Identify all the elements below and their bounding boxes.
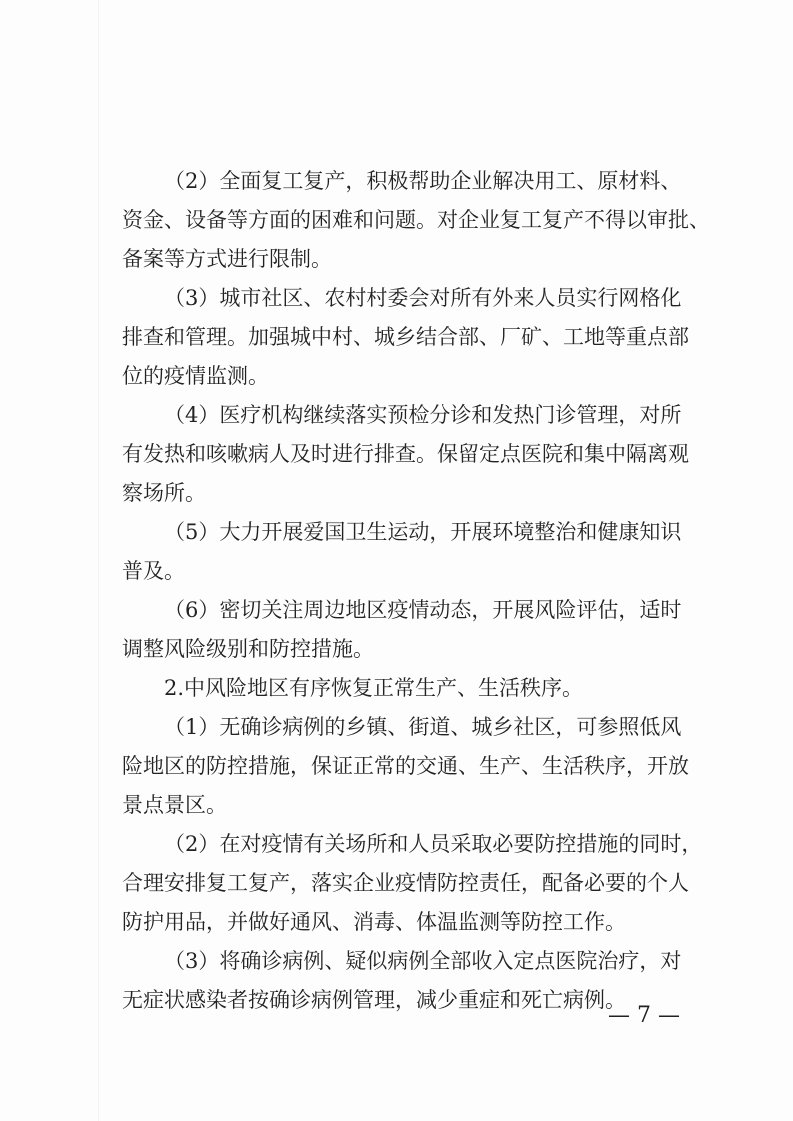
text-line-15: （1）无确诊病例的乡镇、街道、城乡社区，可参照低风: [164, 715, 682, 739]
text-line-4: （3）城市社区、农村村委会对所有外来人员实行网格化: [164, 286, 682, 310]
text-line-1: （2）全面复工复产，积极帮助企业解决用工、原材料、: [164, 169, 682, 193]
text-line-6: 位的疫情监测。: [122, 364, 269, 388]
text-line-10: （5）大力开展爱国卫生运动，开展环境整治和健康知识: [164, 520, 682, 544]
text-line-17: 景点景区。: [122, 793, 227, 817]
page-edge-shadow: [98, 0, 99, 1121]
text-line-8: 有发热和咳嗽病人及时进行排查。保留定点医院和集中隔离观: [122, 442, 689, 466]
text-line-9: 察场所。: [122, 481, 206, 505]
text-line-7: （4）医疗机构继续落实预检分诊和发热门诊管理，对所: [164, 403, 682, 427]
text-line-3: 备案等方式进行限制。: [122, 247, 332, 271]
text-line-22: 无症状感染者按确诊病例管理，减少重症和死亡病例。: [122, 988, 626, 1012]
text-line-11: 普及。: [122, 559, 185, 583]
text-line-2: 资金、设备等方面的困难和问题。对企业复工复产不得以审批、: [122, 208, 710, 232]
text-line-14: 2.中风险地区有序恢复正常生产、生活秩序。: [164, 676, 584, 700]
text-line-20: 防护用品，并做好通风、消毒、体温监测等防控工作。: [122, 910, 626, 934]
text-line-12: （6）密切关注周边地区疫情动态，开展风险评估，适时: [164, 598, 682, 622]
page-number: — 7 —: [608, 1003, 680, 1028]
text-line-18: （2）在对疫情有关场所和人员采取必要防控措施的同时，: [164, 832, 703, 856]
text-line-19: 合理安排复工复产，落实企业疫情防控责任，配备必要的个人: [122, 871, 689, 895]
text-line-13: 调整风险级别和防控措施。: [122, 637, 374, 661]
text-line-5: 排查和管理。加强城中村、城乡结合部、厂矿、工地等重点部: [122, 325, 689, 349]
text-line-21: （3）将确诊病例、疑似病例全部收入定点医院治疗，对: [164, 949, 682, 973]
text-line-16: 险地区的防控措施，保证正常的交通、生产、生活秩序，开放: [122, 754, 689, 778]
